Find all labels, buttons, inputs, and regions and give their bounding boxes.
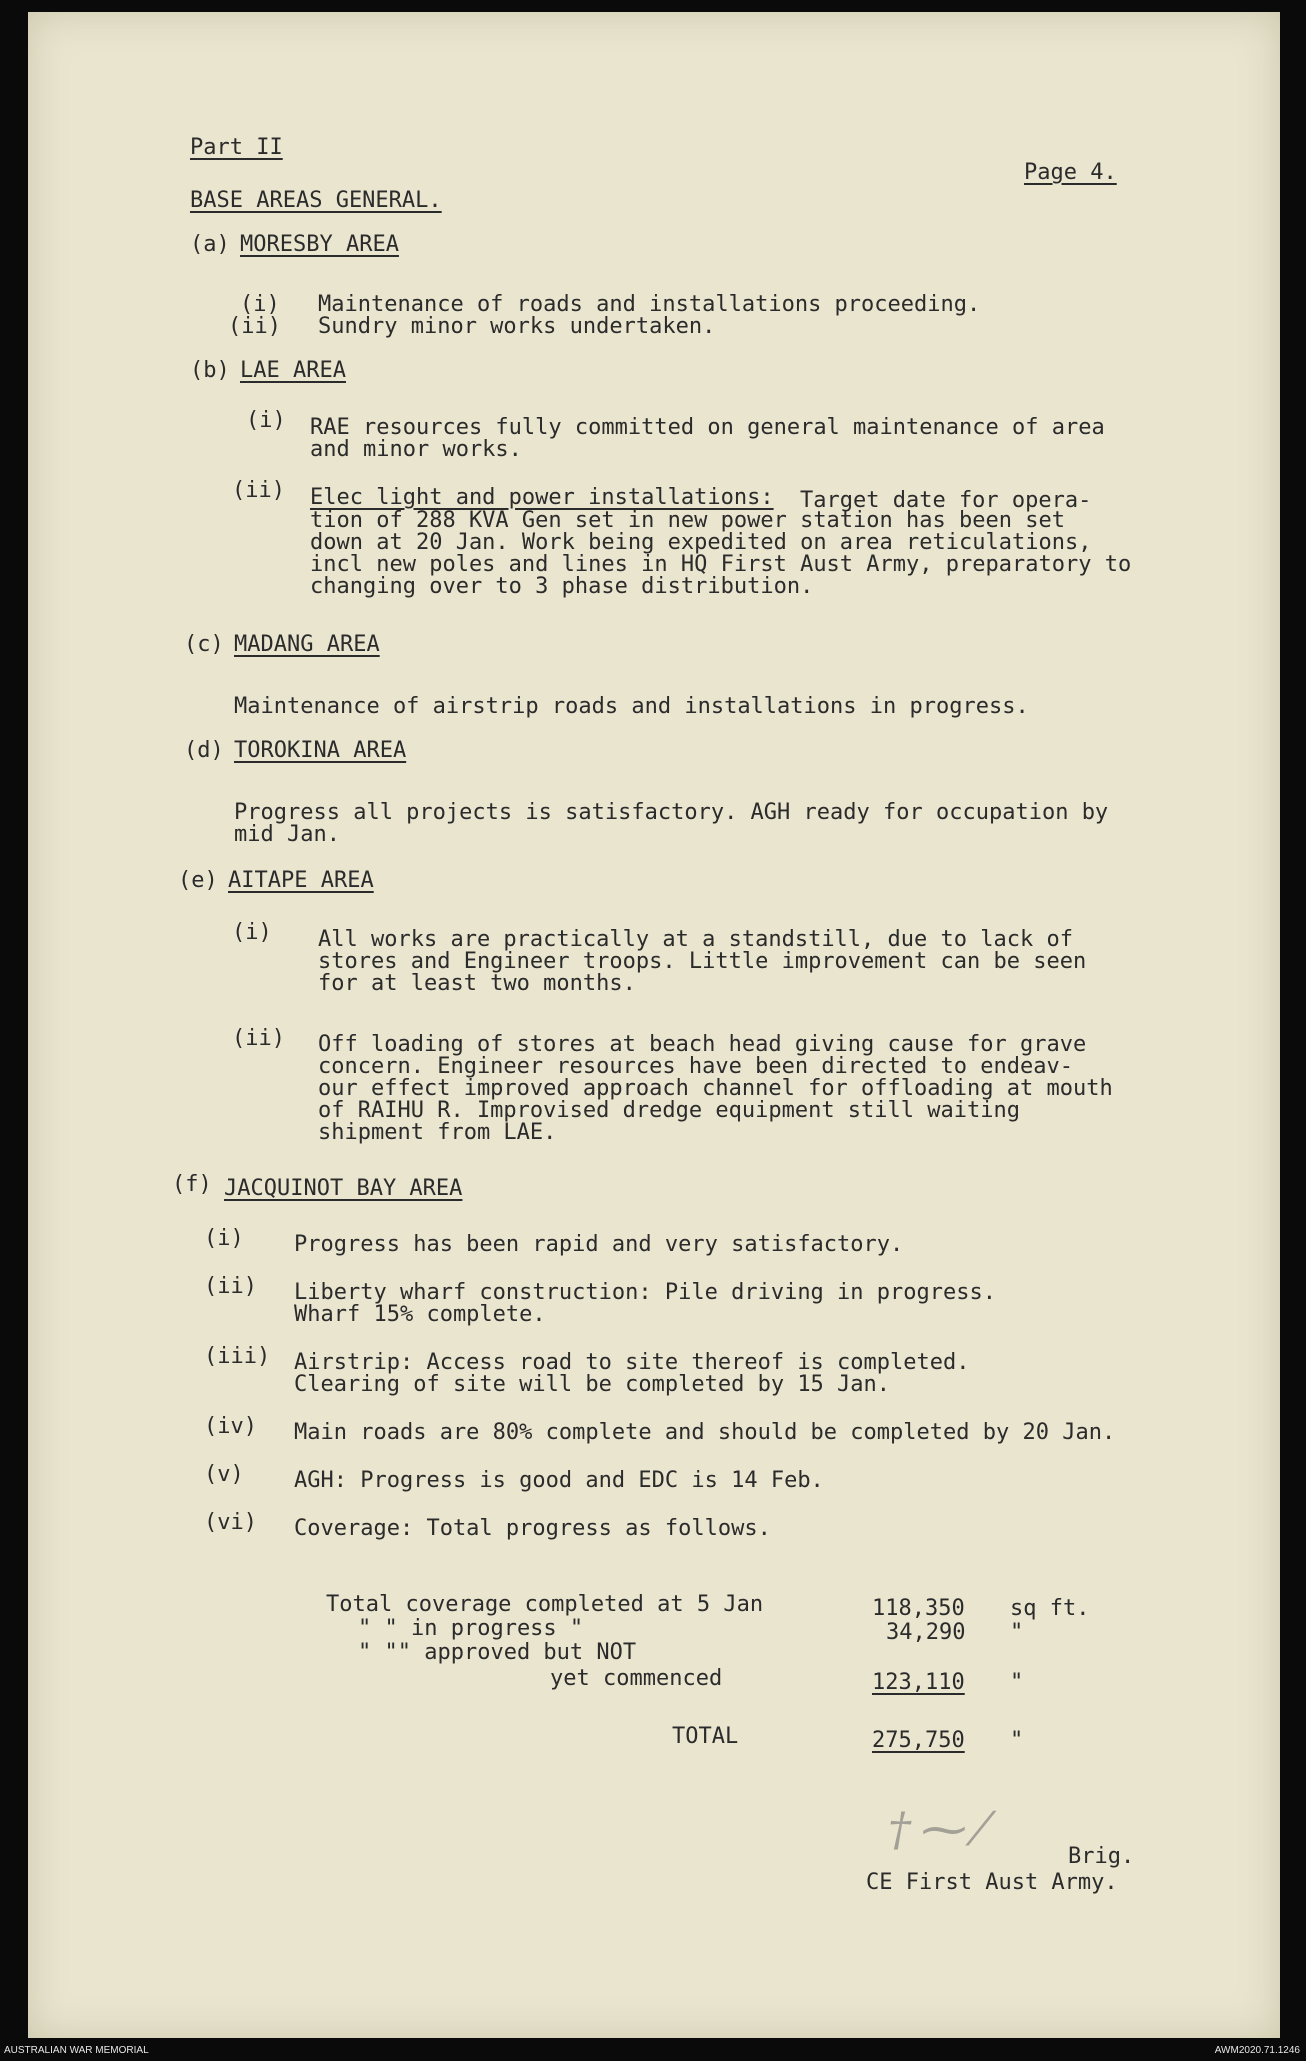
coverage-total-value: 275,750 [872,1728,965,1753]
item-text: Wharf 15% complete. [294,1302,546,1327]
archive-footer [0,2040,1306,2061]
coverage-unit: " [1010,1620,1024,1645]
item-text: Sundry minor works undertaken. [318,314,716,339]
section-c-heading: MADANG AREA [234,632,380,657]
document-page [28,12,1280,2038]
item-num: (i) [204,1226,244,1251]
coverage-value: 34,290 [886,1620,966,1645]
item-num: (ii) [228,314,281,339]
item-text: All works are practically at a standstill, due to lack of [318,927,1073,952]
handwritten-signature: †⁓⁄ [888,1802,995,1856]
item-text: our effect improved approach channel for offloading at mouth [318,1076,1113,1101]
section-text: Progress all projects is satisfactory. AGH ready for occupation by [234,800,1109,825]
section-f-letter: (f) [172,1172,212,1197]
section-b-letter: (b) [190,358,230,383]
item-text: Maintenance of roads and installations proceeding. [318,292,981,317]
section-e-letter: (e) [178,868,218,893]
item-num: (vi) [204,1510,257,1535]
section-f-heading: JACQUINOT BAY AREA [224,1176,463,1201]
coverage-label: " " in progress " [358,1616,584,1641]
item-num: (i) [246,408,286,433]
signature-title: CE First Aust Army. [866,1870,1118,1895]
item-text: shipment from LAE. [318,1120,557,1145]
item-text: Target date for opera- [800,488,1092,513]
coverage-total-unit: " [1010,1728,1024,1753]
coverage-value: 118,350 [872,1596,965,1621]
section-text: Maintenance of airstrip roads and installations in progress. [234,694,1029,719]
item-text: incl new poles and lines in HQ First Aust Army, preparatory to [310,552,1132,577]
item-text: Main roads are 80% complete and should be completed by 20 Jan. [294,1420,1116,1445]
item-text: tion of 288 KVA Gen set in new power station has been set [310,508,1065,533]
item-text: down at 20 Jan. Work being expedited on area reticulations, [310,530,1092,555]
item-text: Progress has been rapid and very satisfactory. [294,1232,904,1257]
item-num: (i) [240,292,280,317]
coverage-value: 123,110 [872,1670,965,1695]
item-text: Clearing of site will be completed by 15 Jan. [294,1372,891,1397]
item-text: Coverage: Total progress as follows. [294,1516,771,1541]
item-num: (ii) [232,1026,285,1051]
item-text: Liberty wharf construction: Pile driving in progress. [294,1280,996,1305]
signature-rank: Brig. [1068,1844,1135,1869]
item-text: Airstrip: Access road to site thereof is completed. [294,1350,970,1375]
coverage-label: Total coverage completed at 5 Jan [326,1592,764,1617]
part-label: Part II [190,135,283,160]
item-text: and minor works. [310,437,522,462]
item-lead: Elec light and power installations: [310,485,774,510]
section-a-heading: MORESBY AREA [240,232,399,257]
item-text: Off loading of stores at beach head giving cause for grave [318,1032,1087,1057]
coverage-total-label: TOTAL [672,1724,739,1749]
item-num: (ii) [204,1274,257,1299]
coverage-label: " "" approved but NOT [358,1640,637,1665]
section-d-letter: (d) [184,738,224,763]
item-text: stores and Engineer troops. Little improvement can be seen [318,949,1087,974]
item-text: concern. Engineer resources have been directed to endeav- [318,1054,1073,1079]
section-b-heading: LAE AREA [240,358,346,383]
item-num: (iv) [204,1414,257,1439]
item-num: (ii) [232,478,285,503]
section-c-letter: (c) [184,632,224,657]
footer-reference: AWM2020.71.1246 [1214,2045,1300,2056]
item-text: for at least two months. [318,971,636,996]
item-text: of RAIHU R. Improvised dredge equipment still waiting [318,1098,1020,1123]
section-e-heading: AITAPE AREA [228,868,374,893]
coverage-unit: " [1010,1670,1024,1695]
section-text: mid Jan. [234,822,340,847]
footer-institution: AUSTRALIAN WAR MEMORIAL [4,2045,149,2056]
coverage-label: yet commenced [550,1666,723,1691]
section-a-letter: (a) [190,232,230,257]
document-title: BASE AREAS GENERAL. [190,188,442,213]
section-d-heading: TOROKINA AREA [234,738,407,763]
item-num: (iii) [204,1344,271,1369]
item-text: AGH: Progress is good and EDC is 14 Feb. [294,1468,824,1493]
page-number: Page 4. [1024,160,1117,185]
coverage-unit: sq ft. [1010,1596,1090,1621]
item-num: (v) [204,1462,244,1487]
item-text: changing over to 3 phase distribution. [310,574,814,599]
item-num: (i) [232,920,272,945]
item-text: RAE resources fully committed on general maintenance of area [310,415,1105,440]
